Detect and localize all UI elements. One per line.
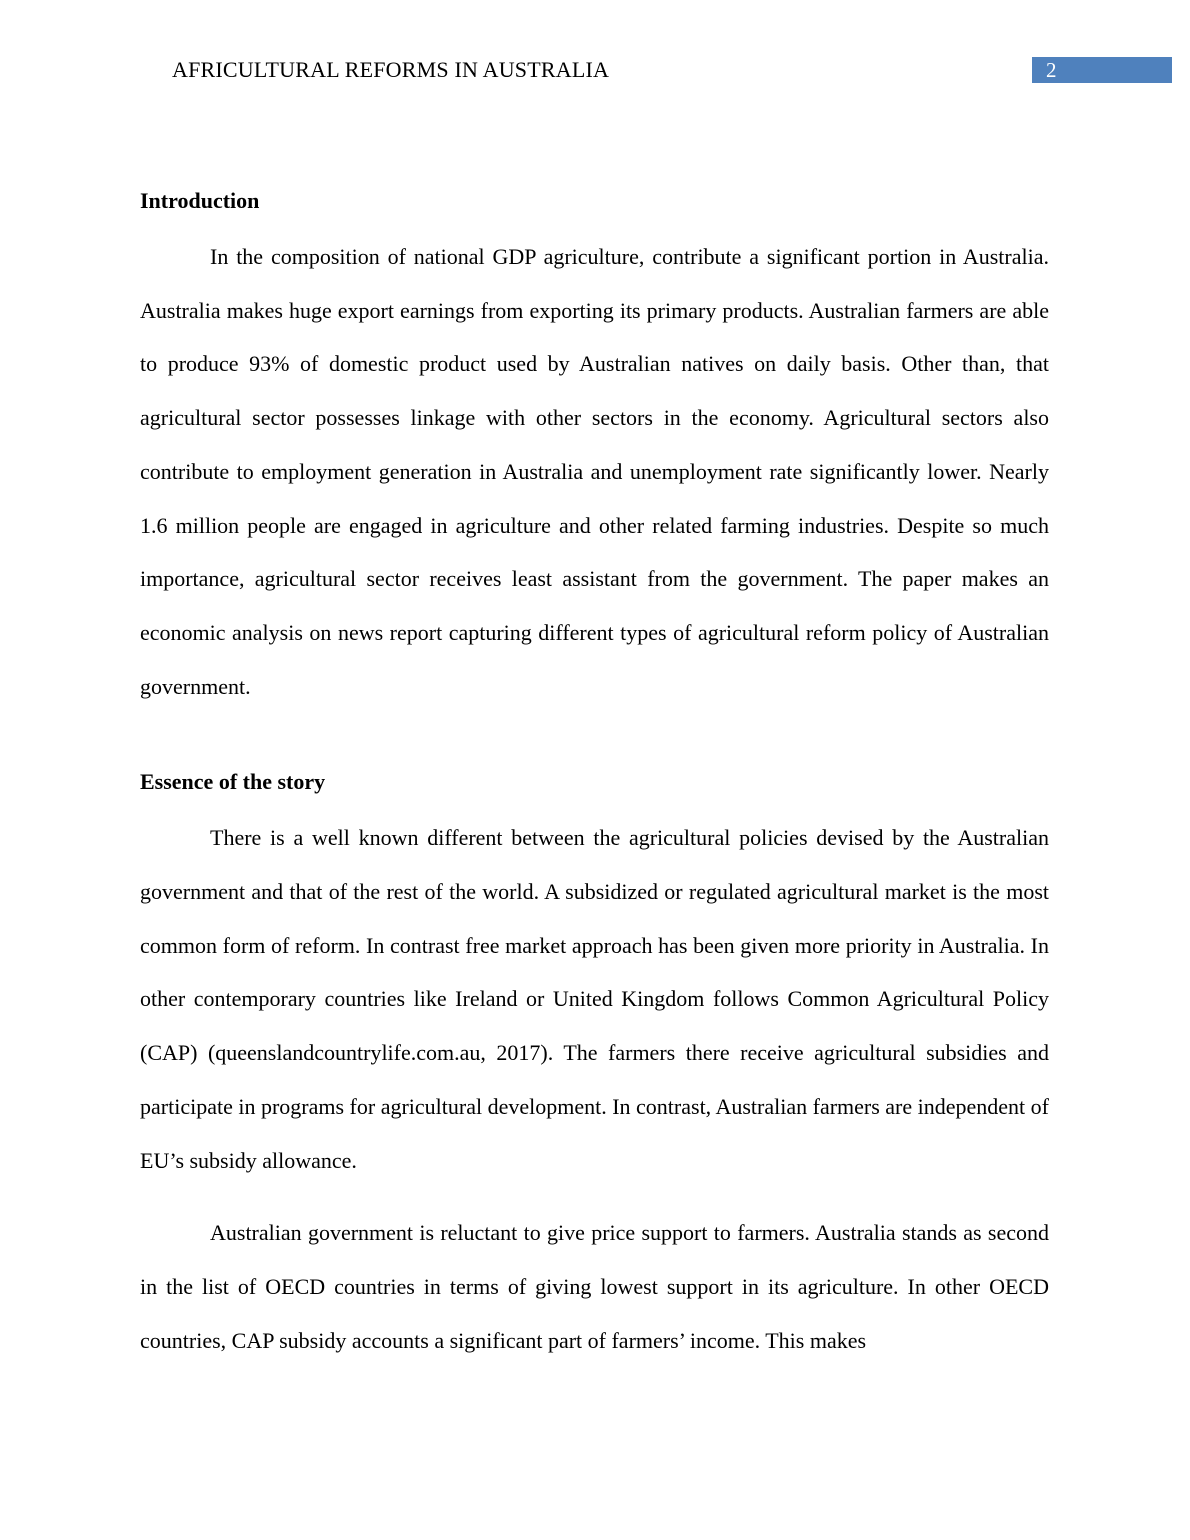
- body-paragraph: In the composition of national GDP agriculture, contribute a significant portion in Australia. Australia makes huge export earnings from exporting its primary products. Australian farmers are able to produce 93% of domestic product used by Australian natives on daily basis. Other than, that agricultural sector possesses linkage with other sectors in the economy. Agricultural sectors also contribute to employment generation in Australia and unemployment rate significantly lower. Nearly 1.6 million people are engaged in agriculture and other related farming industries. Despite so much importance, agricultural sector receives least assistant from the government. The paper makes an economic analysis on news report capturing different types of agricultural reform policy of Australian government.: [140, 244, 1049, 699]
- page-number: 2: [1032, 57, 1172, 83]
- section-introduction: [140, 186, 1049, 713]
- section-heading-introduction: Introduction: [140, 188, 260, 213]
- section-essence-of-the-story: [140, 767, 1049, 1367]
- document-body: [140, 186, 1049, 1367]
- body-paragraph: Australian government is reluctant to give price support to farmers. Australia stands as second in the list of OECD countries in terms of giving lowest support in its agriculture. In other OECD countries, CAP subsidy accounts a significant part of farmers’ income. This makes: [140, 1220, 1049, 1353]
- body-paragraph: There is a well known different between the agricultural policies devised by the Australian government and that of the rest of the world. A subsidized or regulated agricultural market is the most common form of reform. In contrast free market approach has been given more priority in Australia. In other contemporary countries like Ireland or United Kingdom follows Common Agricultural Policy (CAP) (queenslandcountrylife.com.au, 2017). The farmers there receive agricultural subsidies and participate in programs for agricultural development. In contrast, Australian farmers are independent of EU’s subsidy allowance.: [140, 825, 1049, 1173]
- section-heading-essence: Essence of the story: [140, 769, 326, 795]
- running-head-title: AFRICULTURAL REFORMS IN AUSTRALIA: [172, 57, 610, 82]
